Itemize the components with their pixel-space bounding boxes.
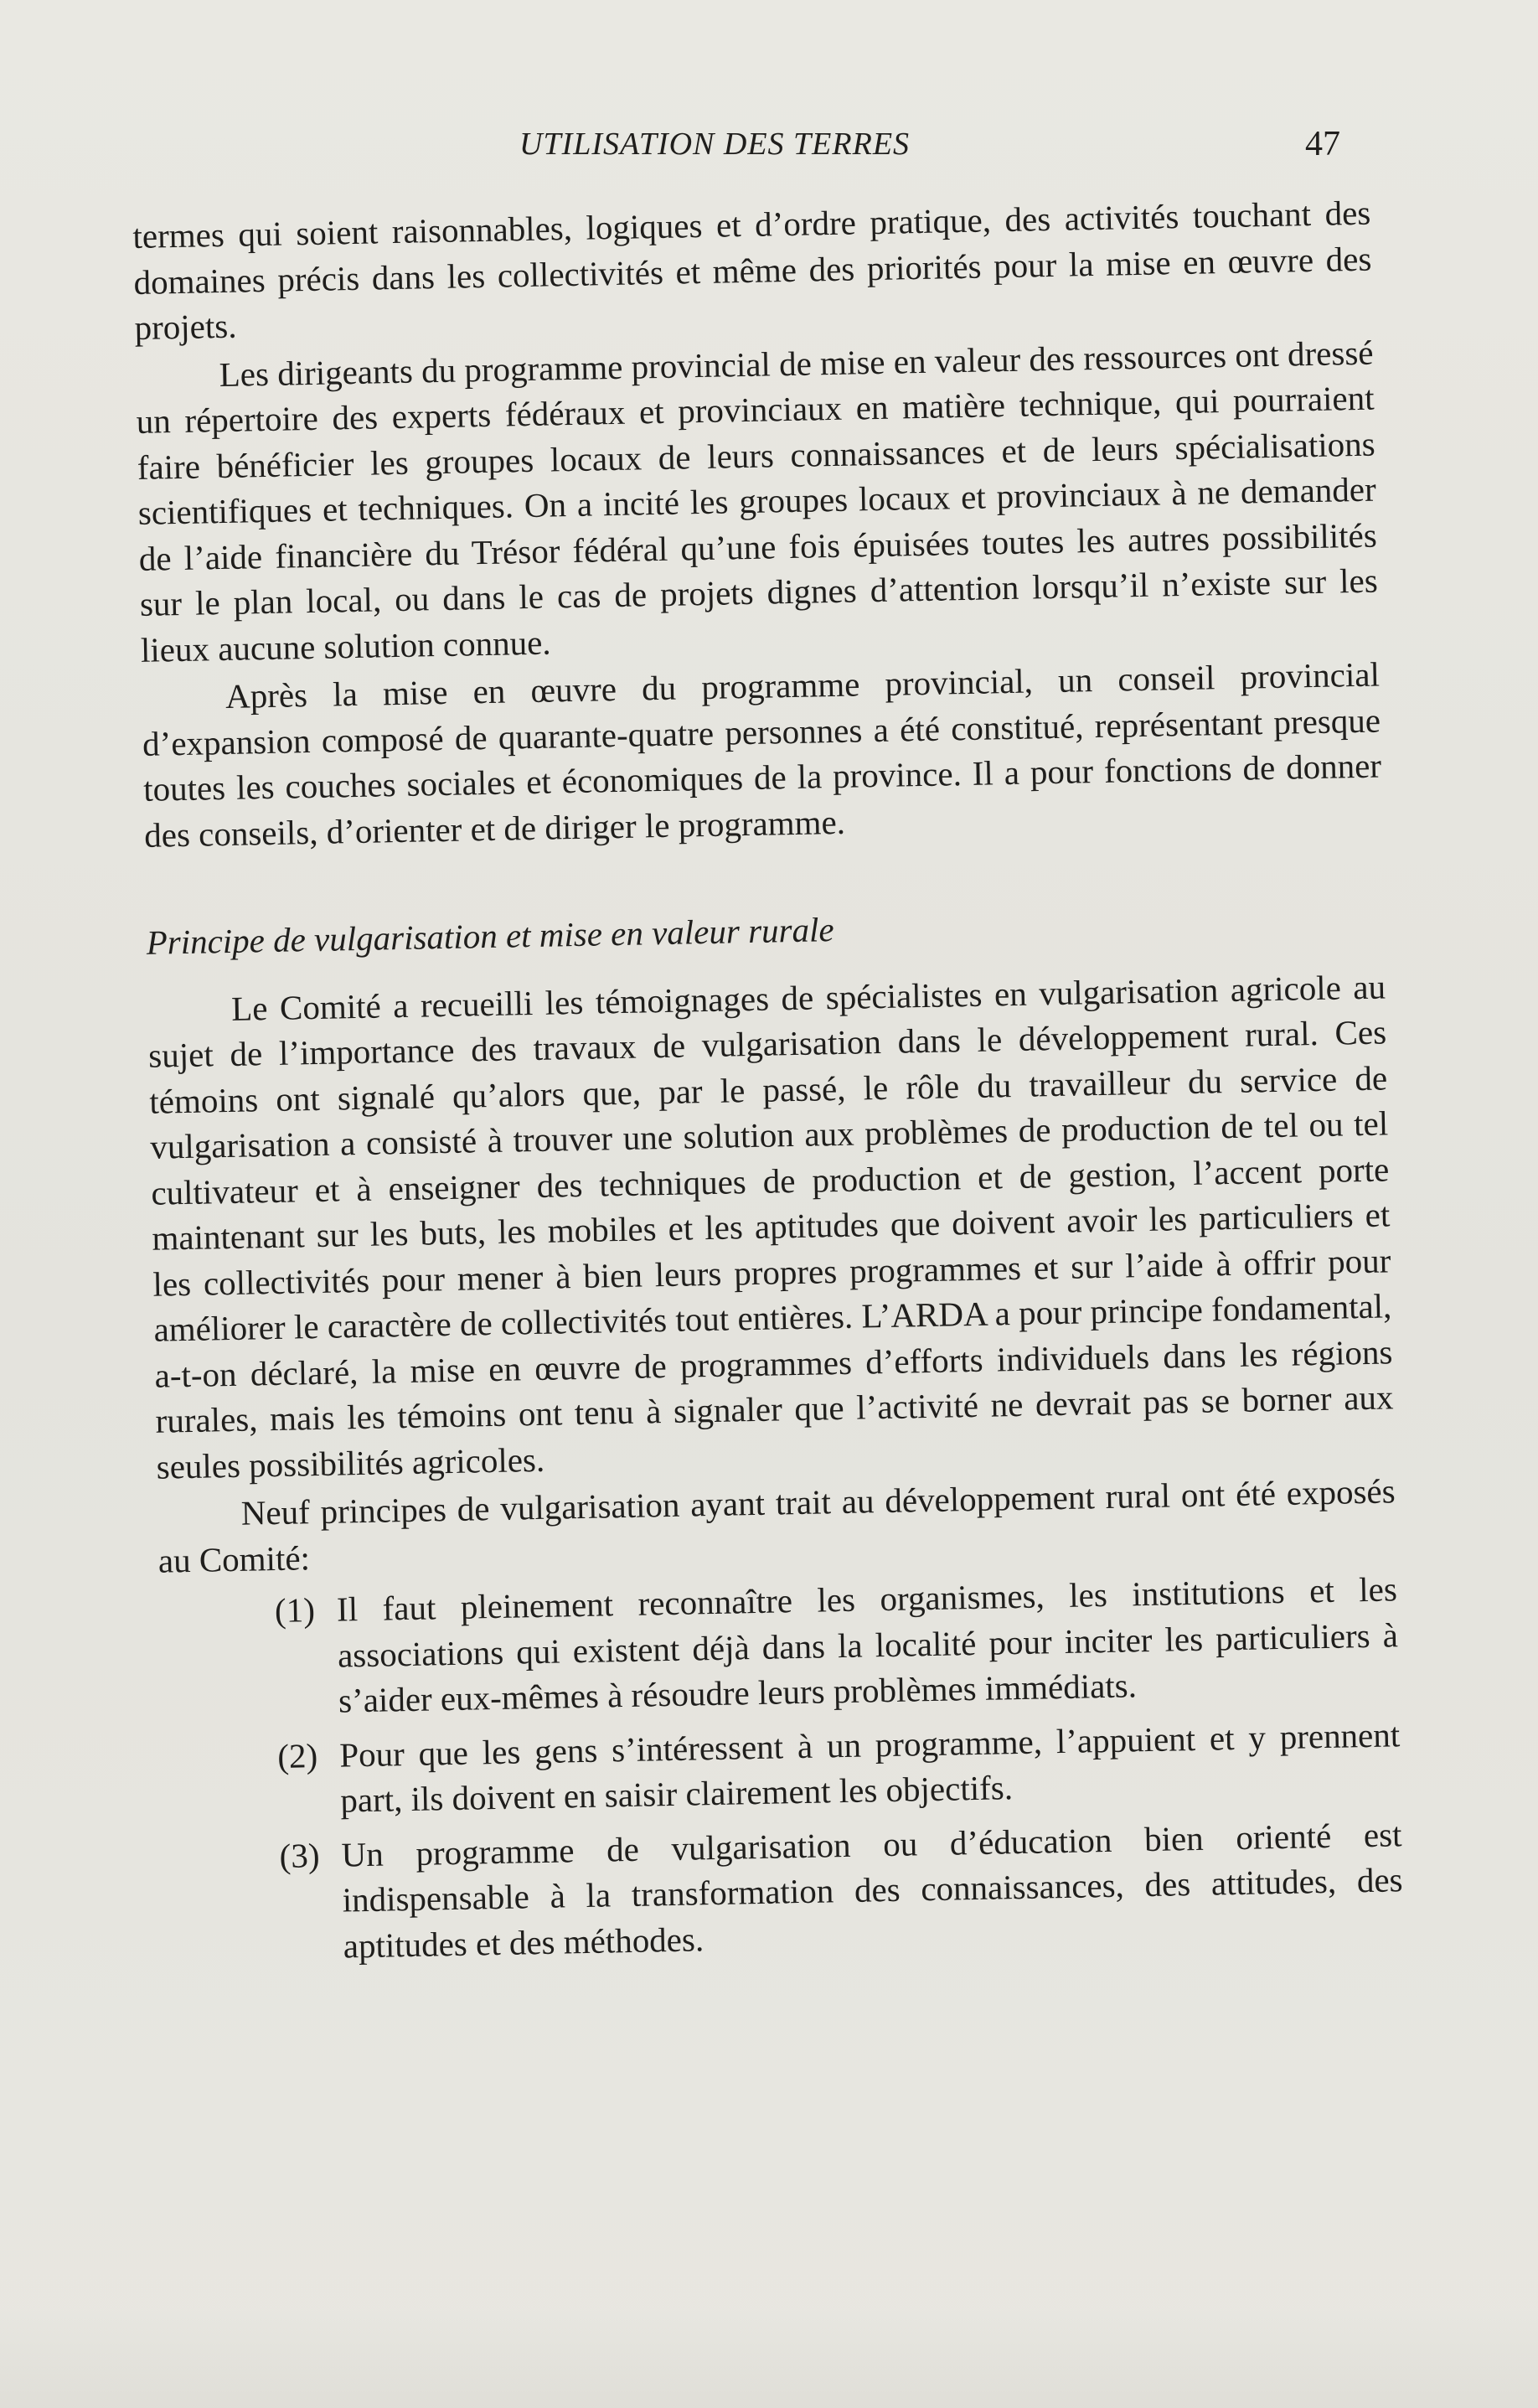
principle-list-item: [163, 1811, 1404, 1972]
principle-list-item: [162, 1712, 1401, 1827]
paragraph-continued: termes qui soient raisonnables, logiques et d’ordre pratique, des activités touchant des domaines précis dans les collectivités et même des priorités pour la mise en œuvre des projets.: [132, 193, 1372, 347]
paragraph-resource-experts: Les dirigeants du programme provincial de mise en valeur des ressources ont dressé un répertoire des experts fédéraux et provinciaux en matière technique, qui pourraient faire bénéficier les groupes locaux de leurs connaissances et de leurs spécialisations scientifiques et techniques. On a incité les groupes locaux et provinciaux à ne demander de l’aide financière du Trésor fédéral qu’une fois épuisées toutes les autres possibilités sur le plan local, ou dans le cas de projets dignes d’attention lorsqu’il n’existe sur les lieux aucune solution connue.: [136, 333, 1379, 669]
list-item-text: Il faut pleinement reconnaître les organismes, les institutions et les associations qui existent déjà dans la localité pour inciter les particuliers à s’aider eux-mêmes à résoudre leurs problèmes immédiats.: [336, 1569, 1399, 1720]
list-item-text: Un programme de vulgarisation ou d’éducation bien orienté est indispensable à la transformation des connaissances, des attitudes, des aptitudes et des méthodes.: [341, 1814, 1403, 1966]
list-item-text: Pour que les gens s’intéressent à un programme, l’appuient et y prennent part, ils doivent en saisir clairement les objectifs.: [338, 1714, 1401, 1820]
page-number: 47: [1305, 125, 1340, 163]
running-title: UTILISATION DES TERRES: [519, 127, 911, 162]
paragraph-nine-principles-intro: Neuf principes de vulgarisation ayant trait au développement rural ont été exposés au Comité:: [157, 1471, 1396, 1580]
section-heading: Principe de vulgarisation et mise en valeur rurale: [146, 910, 834, 962]
list-item-number: (1): [274, 1590, 316, 1630]
principle-list-item: [159, 1566, 1400, 1727]
page-shadow: [0, 2307, 1538, 2408]
list-item-number: (2): [276, 1735, 318, 1775]
list-item-number: (3): [279, 1835, 320, 1875]
paragraph-provincial-council: Après la mise en œuvre du programme provincial, un conseil provincial d’expansion composé de quarante-quatre personnes a été constitué, représentant presque toutes les couches sociales et économiques de la province. Il a pour fonctions de donner des conseils, d’orienter et de diriger le programme.: [142, 654, 1382, 855]
paragraph-extension-testimony: Le Comité a recueilli les témoignages de spécialistes en vulgarisation agricole au sujet de l’importance des travaux de vulgarisation dans le développement rural. Ces témoins ont signalé qu’alors que, par le passé, le rôle du travailleur du service de vulgarisation a consisté à trouver une solution aux problèmes de production de tel ou tel cultivateur et à enseigner des techniques de production et de gestion, l’accent porte maintenant sur les buts, les mobiles et les aptitudes que doivent avoir les particuliers et les collectivités pour mener à bien leurs propres programmes et sur l’aide à offrir pour améliorer le caractère de collectivités tout entières. L’ARDA a pour principe fondamental, a-t-on déclaré, la mise en œuvre de programmes d’efforts individuels dans les régions rurales, mais les témoins ont tenu à signaler que l’activité ne devrait pas se borner aux seules possibilités agricoles.: [147, 966, 1394, 1486]
page-body: [132, 190, 1404, 1981]
